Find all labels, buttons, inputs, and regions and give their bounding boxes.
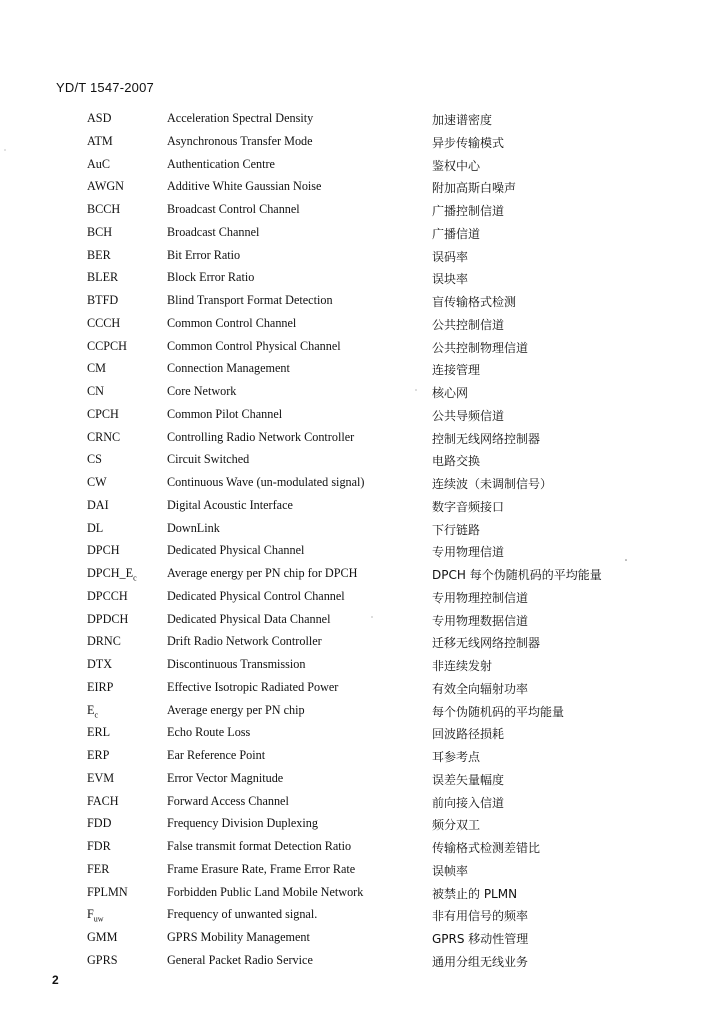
- abbreviation-term: [87, 475, 107, 490]
- abbreviation-term: [87, 612, 128, 627]
- abbreviation-row: [0, 337, 701, 360]
- abbreviation-text: CW: [87, 475, 107, 489]
- abbreviation-row: [0, 814, 701, 837]
- english-definition: Error Vector Magnitude: [167, 770, 284, 785]
- chinese-definition: 广播信道: [432, 226, 481, 241]
- abbreviation-text: EIRP: [87, 679, 114, 694]
- abbreviation-term: [87, 703, 98, 719]
- chinese-definition: 公共控制物理信道: [432, 340, 529, 355]
- chinese-definition: 加速谱密度: [432, 113, 493, 127]
- abbreviation-row: [0, 109, 701, 132]
- abbreviation-text: DRNC: [87, 634, 121, 649]
- english-definition: Block Error Ratio: [167, 270, 255, 285]
- english-definition: Average energy per PN chip: [167, 702, 305, 717]
- abbreviation-text: FDR: [87, 839, 111, 853]
- abbreviation-row: [0, 382, 701, 405]
- abbreviation-term: [87, 589, 128, 604]
- abbreviation-text: ERP: [87, 748, 110, 762]
- abbreviation-term: [87, 725, 110, 740]
- chinese-definition: 前向接入信道: [432, 795, 505, 810]
- abbreviation-term: [87, 179, 124, 194]
- english-definition: Continuous Wave (un-modulated signal): [167, 475, 365, 489]
- abbreviation-text: GMM: [87, 930, 118, 944]
- abbreviation-text: BER: [87, 247, 111, 262]
- chinese-definition: 专用物理信道: [432, 545, 505, 560]
- abbreviation-row: [0, 428, 701, 451]
- abbreviation-row: [0, 405, 701, 428]
- chinese-definition: 附加高斯白噪声: [432, 181, 517, 196]
- chinese-definition: 连接管理: [432, 363, 481, 378]
- abbreviation-term: [87, 566, 137, 582]
- chinese-definition: 有效全向辐射功率: [432, 681, 529, 696]
- abbreviation-term: [87, 430, 120, 445]
- abbreviation-term: [87, 816, 111, 831]
- abbreviation-text: F: [87, 907, 94, 922]
- abbreviation-row: [0, 746, 701, 769]
- chinese-definition: 专用物理数据信道: [432, 613, 529, 628]
- abbreviation-term: [87, 953, 118, 968]
- abbreviation-text: DTX: [87, 657, 113, 671]
- chinese-definition: 通用分组无线业务: [432, 954, 529, 969]
- abbreviation-row: [0, 769, 701, 792]
- abbreviation-row: [0, 519, 701, 542]
- abbreviation-subscript: c: [94, 709, 99, 719]
- abbreviation-row: [0, 678, 701, 701]
- chinese-definition: 下行链路: [432, 522, 481, 537]
- chinese-definition: 控制无线网络控制器: [432, 431, 541, 446]
- english-definition: Common Control Channel: [167, 315, 297, 330]
- abbreviation-list: [0, 109, 701, 974]
- chinese-definition: 回波路径损耗: [432, 727, 505, 742]
- abbreviation-row: [0, 860, 701, 883]
- chinese-definition: 数字音频接口: [432, 499, 505, 514]
- english-definition: Drift Radio Network Controller: [167, 634, 322, 649]
- english-definition: Broadcast Control Channel: [167, 202, 300, 216]
- abbreviation-text: CRNC: [87, 429, 121, 444]
- page-number: 2: [52, 973, 59, 987]
- abbreviation-row: [0, 314, 701, 337]
- abbreviation-term: [87, 202, 120, 217]
- abbreviation-text: GPRS: [87, 952, 118, 967]
- chinese-definition: 迁移无线网络控制器: [432, 636, 541, 651]
- abbreviation-text: DL: [87, 520, 104, 535]
- english-definition: Dedicated Physical Data Channel: [167, 611, 331, 626]
- english-definition: Frequency of unwanted signal.: [167, 907, 318, 922]
- chinese-definition: 电路交换: [432, 454, 481, 469]
- english-definition: Discontinuous Transmission: [167, 657, 306, 671]
- chinese-definition: 传输格式检测差错比: [432, 841, 541, 855]
- abbreviation-text: CS: [87, 452, 102, 467]
- abbreviation-term: [87, 794, 119, 809]
- chinese-definition: 核心网: [432, 386, 469, 400]
- english-definition: GPRS Mobility Management: [167, 930, 310, 944]
- chinese-definition: 盲传输格式检测: [432, 295, 517, 309]
- abbreviation-term: [87, 862, 109, 877]
- abbreviation-text: DPCCH: [87, 588, 128, 603]
- abbreviation-text: FDD: [87, 816, 112, 831]
- chinese-definition: 异步传输模式: [432, 135, 505, 150]
- english-definition: DownLink: [167, 520, 220, 535]
- english-definition: Additive White Gaussian Noise: [167, 179, 322, 194]
- chinese-definition: 公共控制信道: [432, 317, 505, 332]
- abbreviation-row: [0, 883, 701, 906]
- abbreviation-term: [87, 293, 118, 308]
- abbreviation-row: [0, 723, 701, 746]
- abbreviation-term: [87, 157, 110, 172]
- abbreviation-row: [0, 359, 701, 382]
- english-definition: Circuit Switched: [167, 452, 250, 467]
- abbreviation-text: DAI: [87, 497, 109, 512]
- english-definition: Dedicated Physical Control Channel: [167, 588, 345, 603]
- abbreviation-term: [87, 111, 111, 126]
- english-definition: Forward Access Channel: [167, 793, 289, 808]
- chinese-definition: 误块率: [432, 272, 469, 287]
- abbreviation-term: [87, 225, 112, 240]
- english-definition: Average energy per PN chip for DPCH: [167, 566, 358, 580]
- abbreviation-text: EVM: [87, 770, 115, 785]
- abbreviation-row: [0, 792, 701, 815]
- english-definition: Blind Transport Format Detection: [167, 293, 333, 307]
- abbreviation-text: FACH: [87, 793, 119, 808]
- abbreviation-row: [0, 701, 701, 724]
- chinese-definition: 非连续发射: [432, 659, 493, 673]
- abbreviation-text: CCPCH: [87, 338, 127, 353]
- chinese-definition: 非有用信号的频率: [432, 909, 529, 924]
- abbreviation-row: [0, 246, 701, 269]
- abbreviation-row: [0, 450, 701, 473]
- chinese-definition: DPCH 每个伪随机码的平均能量: [432, 568, 602, 582]
- abbreviation-row: [0, 223, 701, 246]
- abbreviation-row: [0, 200, 701, 223]
- abbreviation-term: [87, 316, 120, 331]
- abbreviation-term: [87, 839, 111, 854]
- english-definition: False transmit format Detection Ratio: [167, 839, 352, 853]
- english-definition: Dedicated Physical Channel: [167, 543, 305, 558]
- english-definition: Common Pilot Channel: [167, 406, 283, 421]
- chinese-definition: 鉴权中心: [432, 158, 481, 173]
- abbreviation-row: [0, 473, 701, 496]
- chinese-definition: 每个伪随机码的平均能量: [432, 704, 565, 719]
- english-definition: Ear Reference Point: [167, 748, 266, 762]
- chinese-definition: 频分双工: [432, 818, 481, 833]
- abbreviation-row: [0, 541, 701, 564]
- chinese-definition: 误码率: [432, 249, 469, 264]
- abbreviation-text: CM: [87, 361, 106, 376]
- document-id-header: YD/T 1547-2007: [56, 80, 154, 95]
- english-definition: Common Control Physical Channel: [167, 338, 341, 353]
- english-definition: Core Network: [167, 384, 237, 398]
- english-definition: Bit Error Ratio: [167, 247, 241, 262]
- abbreviation-text: BCH: [87, 224, 113, 239]
- chinese-definition: 专用物理控制信道: [432, 590, 529, 605]
- abbreviation-row: [0, 655, 701, 678]
- abbreviation-row: [0, 132, 701, 155]
- abbreviation-text: ERL: [87, 725, 111, 740]
- abbreviation-term: [87, 634, 121, 649]
- chinese-definition: 耳参考点: [432, 750, 481, 764]
- abbreviation-row: [0, 837, 701, 860]
- abbreviation-term: [87, 930, 117, 945]
- abbreviation-text: BLER: [87, 270, 119, 285]
- abbreviation-text: CPCH: [87, 406, 119, 421]
- abbreviation-row: [0, 610, 701, 633]
- abbreviation-term: [87, 407, 119, 422]
- english-definition: Connection Management: [167, 361, 290, 376]
- abbreviation-term: [87, 680, 113, 695]
- abbreviation-row: [0, 177, 701, 200]
- abbreviation-text: CCCH: [87, 315, 121, 330]
- abbreviation-term: [87, 657, 112, 672]
- abbreviation-term: [87, 885, 128, 900]
- abbreviation-text: CN: [87, 384, 104, 398]
- abbreviation-row: [0, 291, 701, 314]
- abbreviation-text: DPCH_E: [87, 566, 134, 580]
- english-definition: Forbidden Public Land Mobile Network: [167, 884, 364, 899]
- abbreviation-term: [87, 543, 120, 558]
- abbreviation-text: AuC: [87, 156, 111, 171]
- abbreviation-row: [0, 951, 701, 974]
- chinese-definition: 广播控制信道: [432, 204, 505, 218]
- abbreviation-text: E: [87, 702, 95, 717]
- abbreviation-row: [0, 496, 701, 519]
- abbreviation-term: [87, 771, 114, 786]
- english-definition: Acceleration Spectral Density: [167, 111, 314, 125]
- english-definition: Broadcast Channel: [167, 224, 260, 239]
- abbreviation-subscript: uw: [93, 914, 104, 924]
- abbreviation-term: [87, 270, 118, 285]
- chinese-definition: 误差矢量幅度: [432, 772, 505, 787]
- abbreviation-row: [0, 268, 701, 291]
- english-definition: Asynchronous Transfer Mode: [167, 133, 313, 148]
- english-definition: Echo Route Loss: [167, 725, 251, 740]
- chinese-definition: 被禁止的 PLMN: [432, 886, 518, 901]
- abbreviation-text: ATM: [87, 133, 113, 148]
- abbreviation-row: [0, 155, 701, 178]
- abbreviation-text: AWGN: [87, 179, 124, 194]
- chinese-definition: 公共导频信道: [432, 408, 505, 423]
- abbreviation-text: FER: [87, 861, 110, 876]
- abbreviation-row: [0, 905, 701, 928]
- abbreviation-term: [87, 134, 113, 149]
- abbreviation-term: [87, 521, 103, 536]
- abbreviation-term: [87, 248, 111, 263]
- abbreviation-term: [87, 384, 104, 399]
- abbreviation-text: BTFD: [87, 293, 119, 307]
- english-definition: Frame Erasure Rate, Frame Error Rate: [167, 861, 356, 876]
- english-definition: Authentication Centre: [167, 156, 275, 171]
- english-definition: Frequency Division Duplexing: [167, 816, 318, 831]
- abbreviation-term: [87, 498, 109, 513]
- chinese-definition: 误帧率: [432, 863, 469, 878]
- english-definition: Effective Isotropic Radiated Power: [167, 679, 339, 694]
- chinese-definition: GPRS 移动性管理: [432, 932, 529, 946]
- abbreviation-row: [0, 587, 701, 610]
- abbreviation-text: FPLMN: [87, 884, 128, 899]
- abbreviation-term: [87, 907, 104, 923]
- abbreviation-text: DPDCH: [87, 611, 129, 626]
- abbreviation-row: [0, 632, 701, 655]
- abbreviation-row: [0, 928, 701, 951]
- abbreviation-term: [87, 748, 109, 763]
- abbreviation-term: [87, 452, 102, 467]
- abbreviation-subscript: c: [133, 573, 137, 583]
- english-definition: Digital Acoustic Interface: [167, 497, 293, 512]
- abbreviation-row: [0, 564, 701, 587]
- abbreviation-text: ASD: [87, 111, 112, 125]
- abbreviation-term: [87, 361, 106, 376]
- english-definition: Controlling Radio Network Controller: [167, 429, 355, 444]
- abbreviation-text: DPCH: [87, 543, 120, 558]
- abbreviation-text: BCCH: [87, 202, 121, 216]
- abbreviation-term: [87, 339, 127, 354]
- chinese-definition: 连续波（未调制信号）: [432, 477, 553, 491]
- english-definition: General Packet Radio Service: [167, 952, 313, 967]
